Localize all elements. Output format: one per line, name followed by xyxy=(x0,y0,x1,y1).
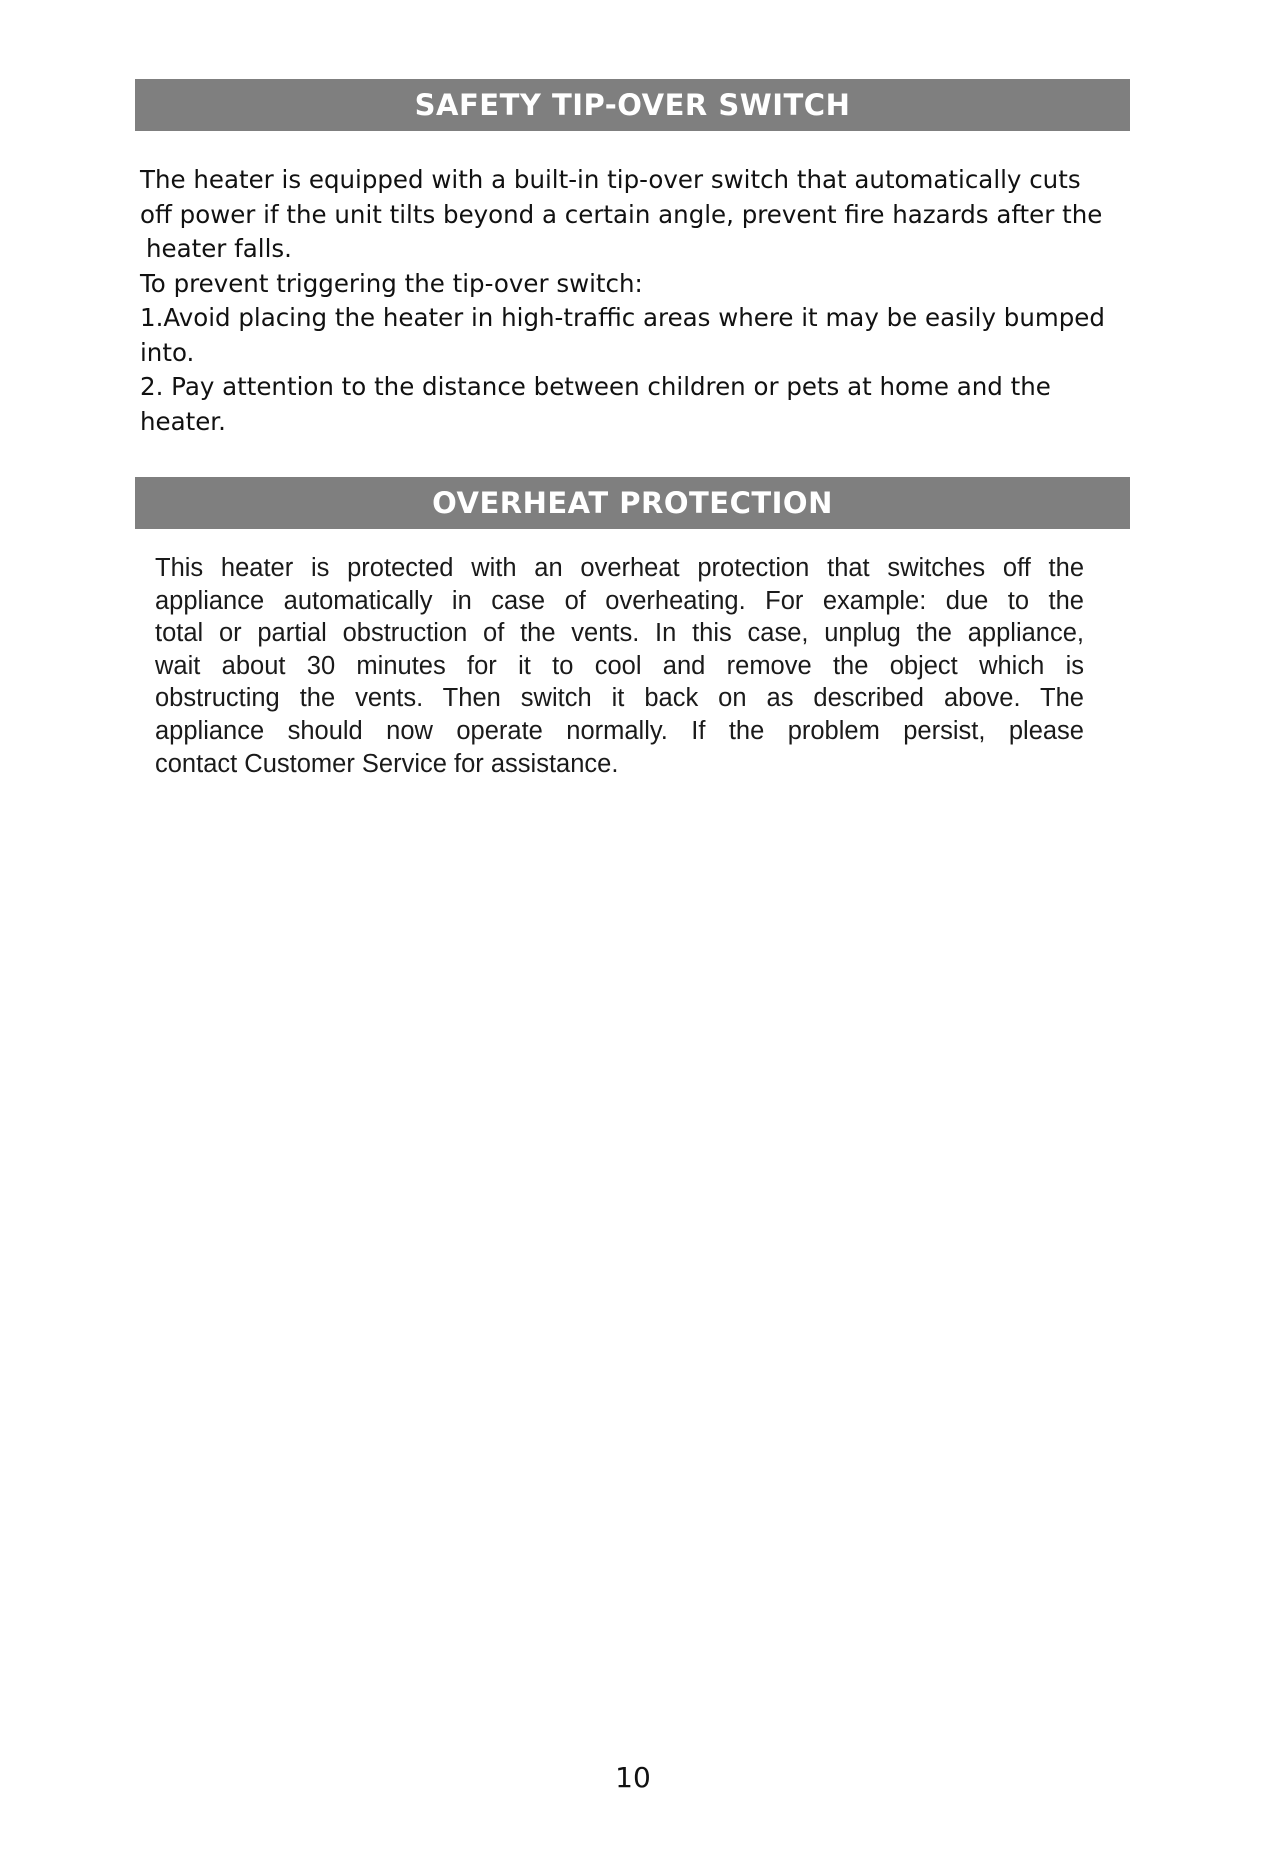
section-title-tip-over-switch: SAFETY TIP-OVER SWITCH xyxy=(135,79,1130,131)
list-item-2-continued: heater. xyxy=(140,406,226,436)
body-line: heater falls. xyxy=(146,234,292,263)
overheat-protection-body xyxy=(155,552,1084,780)
body-line: total or partial obstruction of the vents. In this case, unplug the appliance, xyxy=(155,619,1084,648)
list-item-1: 1.Avoid placing the heater in high-traffic areas where it may be easily bumped xyxy=(140,303,1105,332)
tip-over-switch-body xyxy=(140,163,1115,439)
body-line: appliance should now operate normally. If the problem persist, please xyxy=(155,716,1084,745)
body-line: To prevent triggering the tip-over switch: xyxy=(140,268,643,298)
list-item-1-continued: into. xyxy=(140,337,195,367)
body-line: The heater is equipped with a built-in tip-over switch that automatically cuts xyxy=(140,165,1081,194)
body-line: contact Customer Service for assistance. xyxy=(155,749,619,778)
section-title-overheat-protection: OVERHEAT PROTECTION xyxy=(135,477,1130,529)
list-item-2: 2. Pay attention to the distance between children or pets at home and the xyxy=(140,372,1051,401)
page-number: 10 xyxy=(615,1761,651,1794)
body-line: obstructing the vents. Then switch it back on as described above. The xyxy=(155,684,1084,713)
body-line: off power if the unit tilts beyond a certain angle, prevent fire hazards after the xyxy=(140,199,1103,229)
body-line: wait about 30 minutes for it to cool and remove the object which is xyxy=(155,651,1084,680)
body-line: appliance automatically in case of overheating. For example: due to the xyxy=(155,586,1084,615)
body-line: This heater is protected with an overheat protection that switches off the xyxy=(155,554,1084,582)
